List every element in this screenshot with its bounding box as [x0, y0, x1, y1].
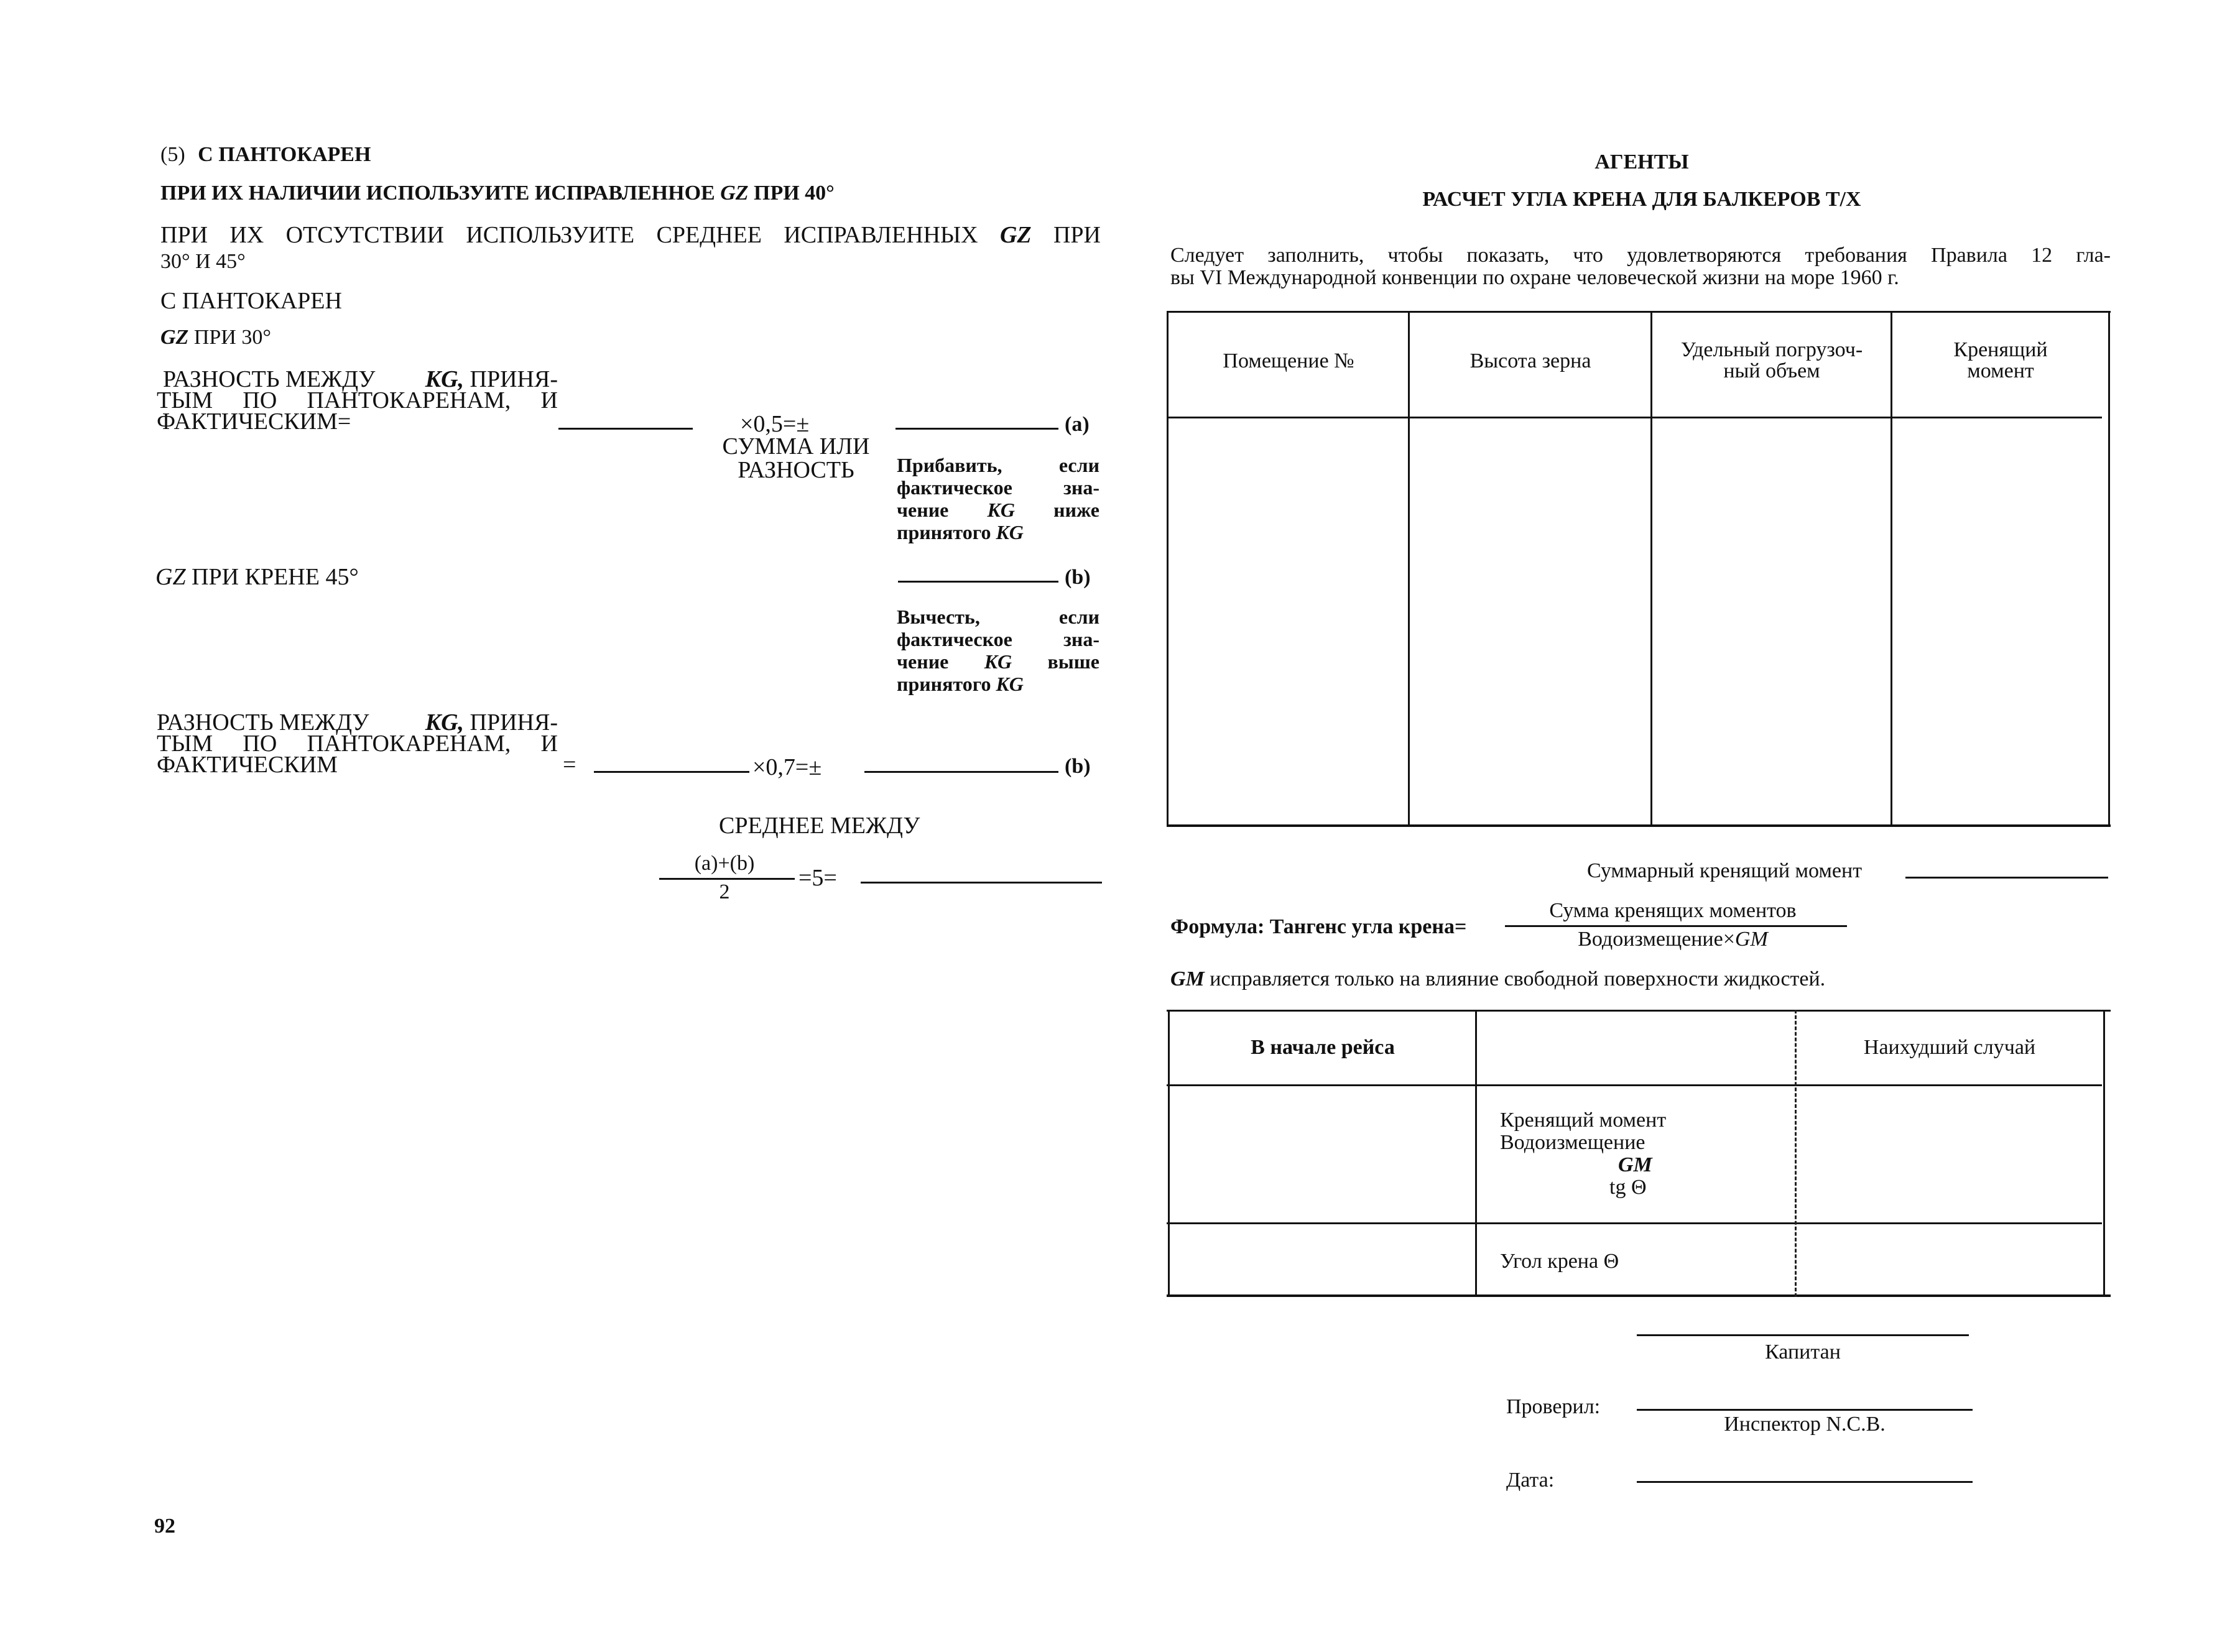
checked-label: Проверил:	[1506, 1395, 1601, 1418]
intro-line-2: вы VI Международной конвенции по охране человеческой жизни на море 1960 г.	[1170, 266, 1899, 289]
form-title: РАСЧЕТ УГЛА КРЕНА ДЛЯ БАЛКЕРОВ Т/Х	[1422, 188, 1861, 211]
captain-label: Капитан	[1765, 1341, 1841, 1364]
inspector-label: Инспектор N.C.B.	[1724, 1413, 1886, 1436]
date-line	[1637, 1481, 1973, 1483]
angles-30-45: 30° И 45°	[160, 250, 246, 273]
col-worst-case: Наихудший случай	[1863, 1036, 2036, 1059]
heel-angle-label: Угол крена Θ	[1500, 1250, 1619, 1273]
date-label: Дата:	[1506, 1469, 1555, 1492]
header-compartment: Помещение №	[1223, 349, 1354, 372]
page-number: 92	[154, 1515, 175, 1538]
header-heeling-moment: Кренящий момент	[1953, 338, 2048, 382]
agents-heading: АГЕНТЫ	[1594, 150, 1689, 173]
total-heeling-moment-label: Суммарный кренящий момент	[1587, 859, 1863, 882]
col-voyage-start: В начале рейса	[1251, 1036, 1395, 1059]
intro-line-1: Следует заполнить, чтобы показать, что удовлетворяются требования Правила 12 гла-	[1170, 244, 2111, 267]
label-b-1: (b)	[1065, 566, 1091, 589]
pantokaren-label: С ПАНТОКАРЕН	[160, 288, 342, 314]
blank-line-average	[861, 882, 1102, 884]
header-grain-height: Высота зерна	[1469, 349, 1591, 372]
average-between: СРЕДНЕЕ МЕЖДУ	[719, 813, 920, 839]
parameter-labels: Кренящий момент Водоизмещение GM tg Θ	[1500, 1109, 1667, 1199]
blank-line-b1	[898, 581, 1058, 583]
label-b-2: (b)	[1065, 755, 1091, 778]
gm-correction-note: GM исправляется только на влияние свободной поверхности жидкостей.	[1170, 967, 1826, 990]
blank-line-b2	[864, 771, 1058, 773]
blank-line-1	[558, 428, 693, 430]
captain-signature-line	[1637, 1334, 1969, 1336]
multiply-0-7: ×0,7=±	[752, 754, 822, 780]
equals-sign: =	[563, 752, 576, 778]
inspector-signature-line	[1637, 1409, 1973, 1411]
blank-line-2	[594, 771, 749, 773]
instruction-with-tables: ПРИ ИХ НАЛИЧИИ ИСПОЛЬЗУИТЕ ИСПРАВЛЕННОЕ GZ ПРИ 40°	[160, 182, 835, 205]
sum-or-difference: СУММА ИЛИ РАЗНОСТЬ	[722, 433, 870, 483]
label-a: (a)	[1065, 413, 1090, 436]
gz-45-label: GZ ПРИ КРЕНЕ 45°	[155, 564, 359, 590]
subtract-note: Вычесть, если фактическое зна- чение KG выше принятого KG	[897, 606, 1099, 695]
header-stowage-factor: Удельный погрузоч- ный объем	[1680, 338, 1863, 382]
add-note: Прибавить, если фактическое зна- чение KG ниже принятого KG	[897, 454, 1099, 543]
multiply-0-5: ×0,5=±	[740, 411, 810, 437]
total-heeling-moment-line	[1905, 877, 2108, 879]
gz-30-label: GZ ПРИ 30°	[160, 326, 271, 349]
section-heading: (5) С ПАНТОКАРЕН	[160, 143, 371, 166]
instruction-without-tables: ПРИ ИХ ОТСУТСТВИИ ИСПОЛЬЗУИТЕ СРЕДНЕЕ ИСПРАВЛЕННЫХ GZ ПРИ	[160, 222, 1101, 248]
blank-line-a	[896, 428, 1058, 430]
